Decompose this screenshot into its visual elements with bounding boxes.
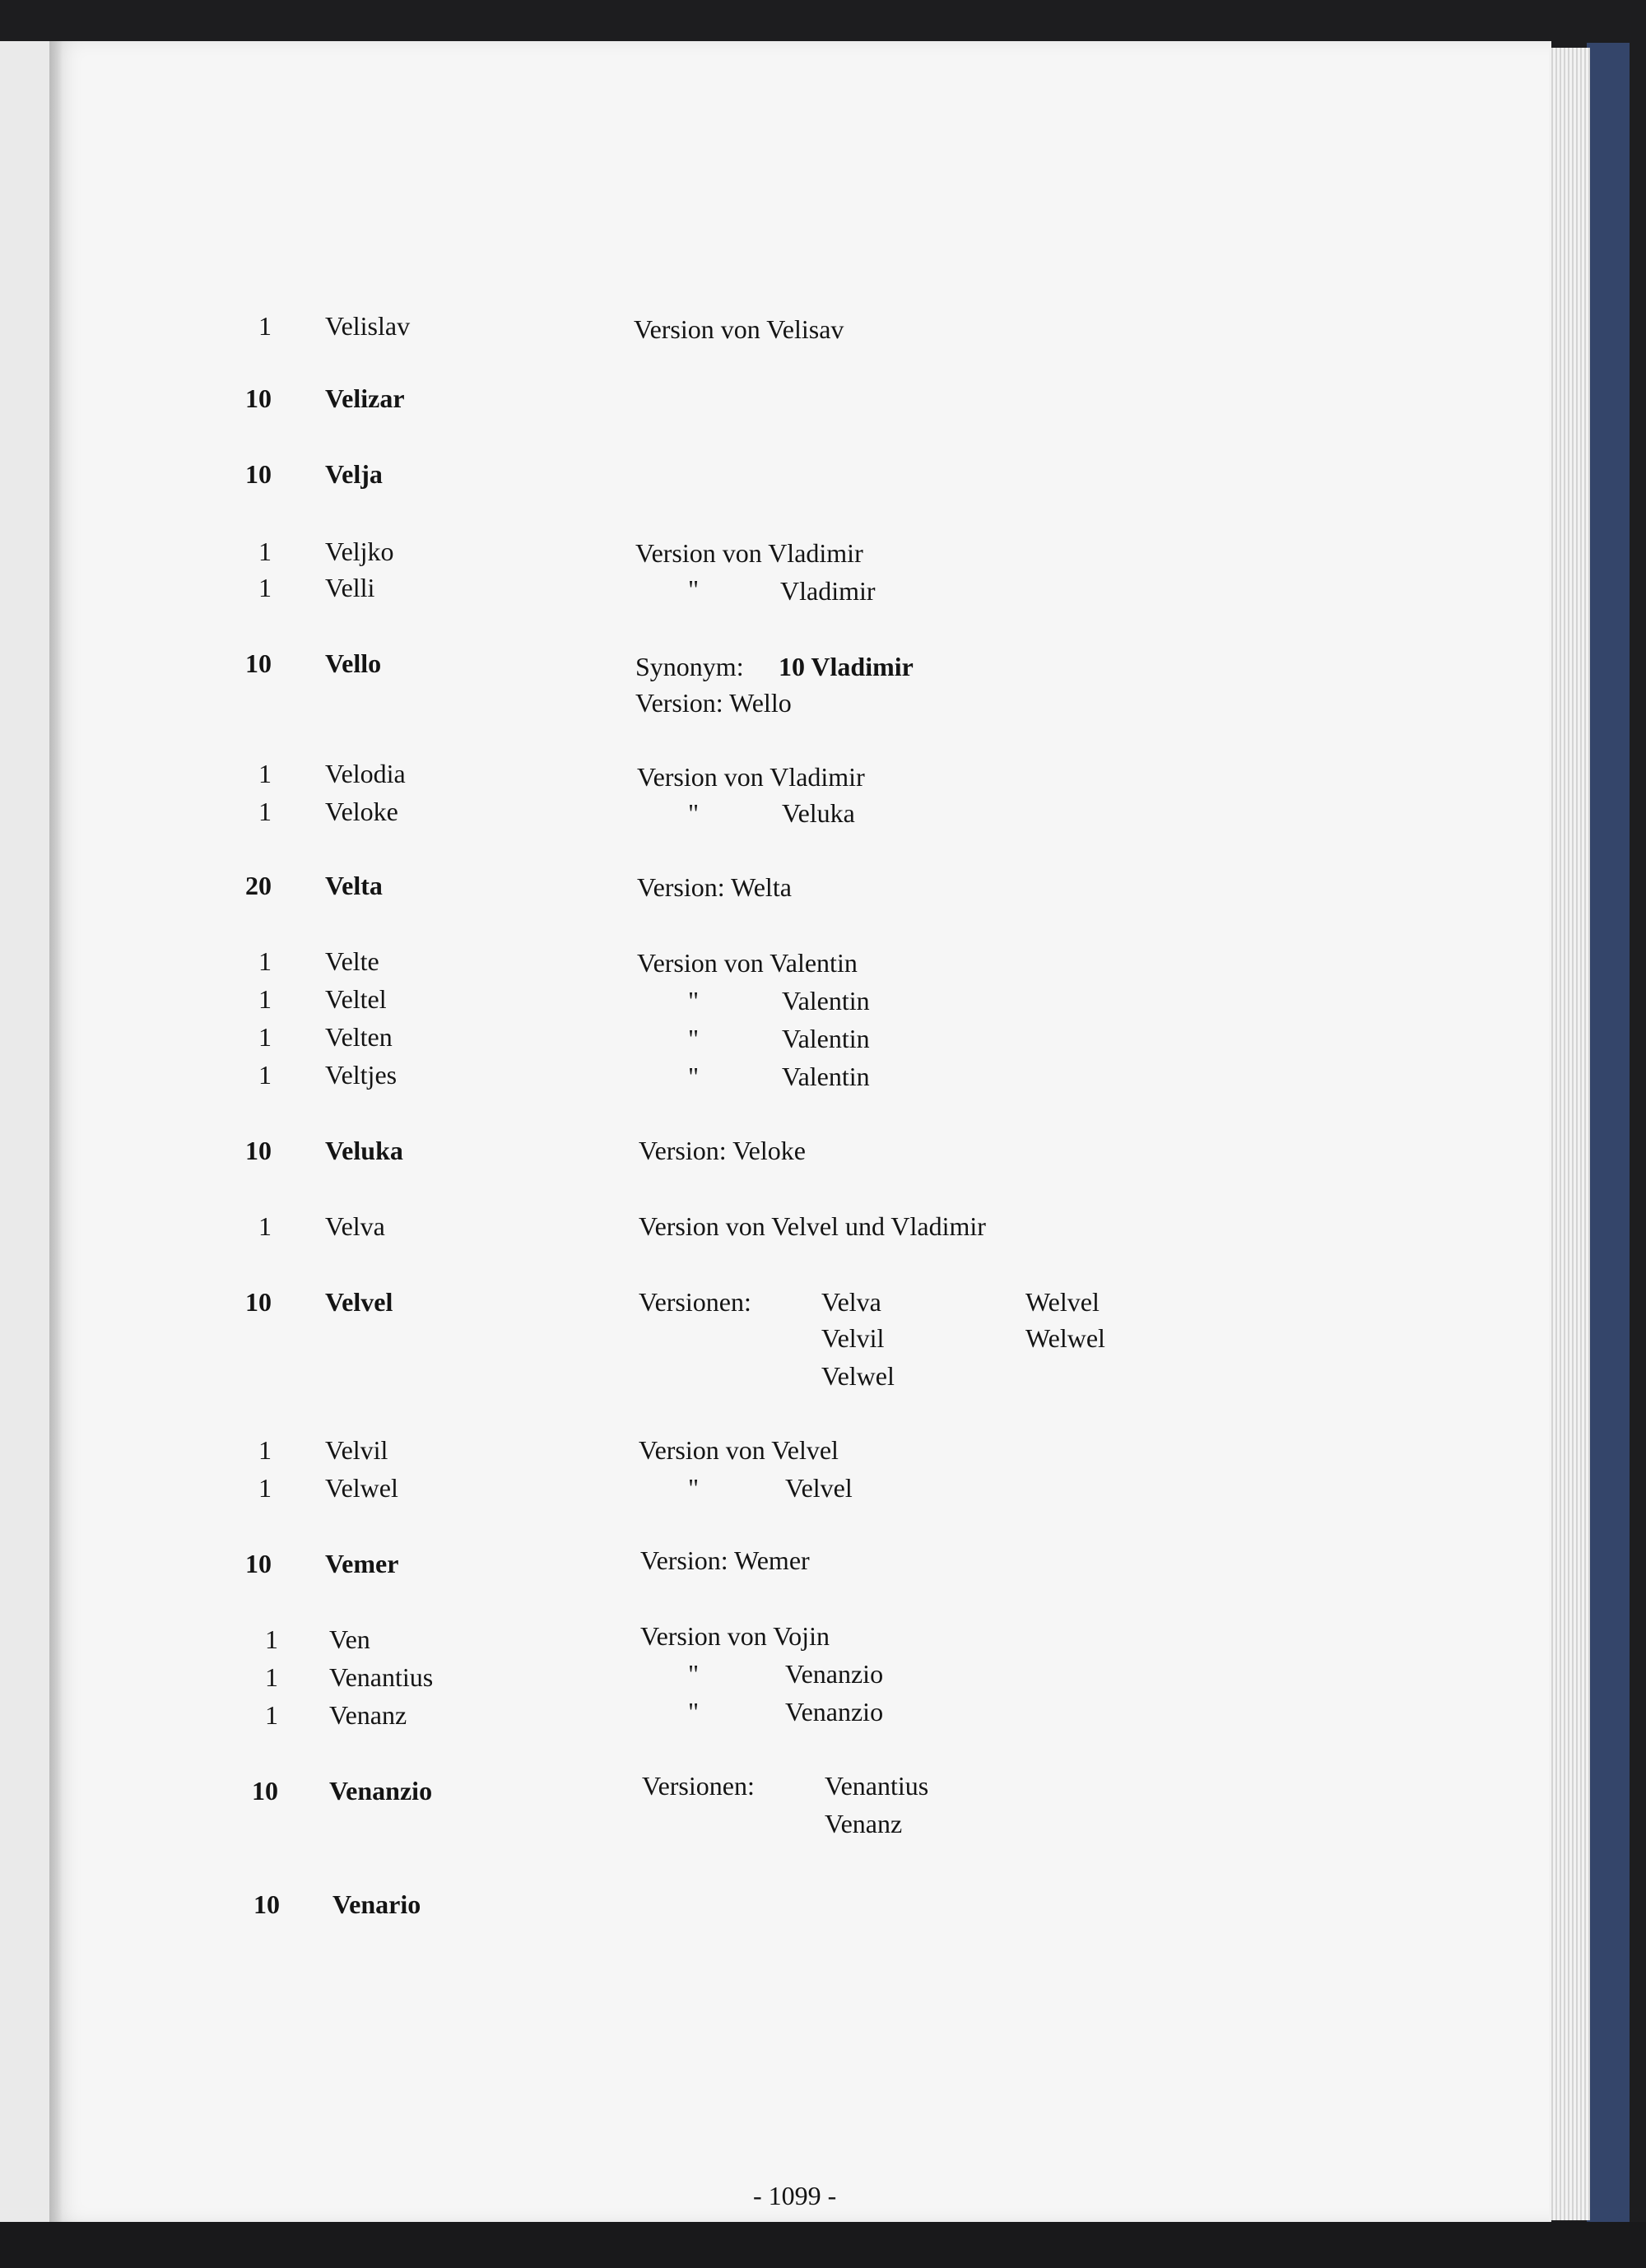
entry-note-target: Valentin bbox=[782, 986, 870, 1015]
entry-note: Synonym: bbox=[635, 652, 744, 681]
entry-note: Version von Velvel und Vladimir bbox=[639, 1211, 986, 1241]
entry-count: 1 bbox=[258, 984, 272, 1014]
entry-name: Venanzio bbox=[329, 1776, 433, 1806]
version-item: Welvel bbox=[1025, 1287, 1100, 1317]
entry-note-target: Veluka bbox=[782, 798, 855, 828]
entry-name: Venanz bbox=[329, 1700, 407, 1730]
entry-note-extra: Version: Wello bbox=[635, 688, 792, 718]
version-item: Velva bbox=[821, 1287, 881, 1317]
ditto-mark: " bbox=[688, 986, 700, 1015]
ditto-mark: " bbox=[688, 574, 700, 604]
entry-count: 10 bbox=[245, 1136, 272, 1165]
entry-name: Velvel bbox=[325, 1287, 393, 1317]
entry-name: Ven bbox=[329, 1624, 370, 1654]
entry-note: Version von Velvel bbox=[639, 1435, 839, 1465]
entry-count: 1 bbox=[265, 1662, 278, 1692]
entry-name: Venantius bbox=[329, 1662, 434, 1692]
ditto-mark: " bbox=[688, 1062, 700, 1091]
version-item: Venantius bbox=[825, 1771, 929, 1801]
entry-note: Version: Welta bbox=[637, 872, 792, 902]
entry-count: 10 bbox=[245, 459, 272, 489]
entry-count: 1 bbox=[258, 1435, 272, 1465]
entry-note-target: Valentin bbox=[782, 1062, 870, 1091]
entry-note-target: Valentin bbox=[782, 1024, 870, 1053]
entry-count: 1 bbox=[258, 1022, 272, 1052]
page-gutter bbox=[49, 41, 63, 2222]
entry-note: Version: Wemer bbox=[640, 1545, 810, 1575]
entry-name: Velte bbox=[325, 946, 379, 976]
entry-name: Velizar bbox=[325, 383, 405, 413]
entry-name: Velislav bbox=[325, 311, 411, 341]
entry-name: Vemer bbox=[325, 1549, 399, 1578]
entry-count: 10 bbox=[245, 648, 272, 678]
entry-count: 1 bbox=[258, 573, 272, 602]
entry-name: Veljko bbox=[325, 537, 394, 566]
entry-note-target: Velvel bbox=[785, 1473, 853, 1503]
entry-count: 1 bbox=[258, 759, 272, 788]
entry-note-target: Venanzio bbox=[785, 1697, 884, 1727]
entry-note: Version von Velisav bbox=[634, 314, 844, 344]
entry-note-target: 10 Vladimir bbox=[779, 652, 914, 681]
book-bottom-edge bbox=[0, 2222, 1646, 2268]
entry-note: Version von Vladimir bbox=[637, 762, 865, 792]
entry-name: Velva bbox=[325, 1211, 385, 1241]
entry-count: 1 bbox=[258, 537, 272, 566]
entry-note: Version: Veloke bbox=[639, 1136, 806, 1165]
entry-name: Velten bbox=[325, 1022, 393, 1052]
entry-name: Veluka bbox=[325, 1136, 403, 1165]
entry-name: Veltjes bbox=[325, 1060, 398, 1090]
ditto-mark: " bbox=[688, 1024, 700, 1053]
entry-name: Veloke bbox=[325, 797, 398, 826]
ditto-mark: " bbox=[688, 1473, 700, 1503]
entry-count: 1 bbox=[258, 311, 272, 341]
entry-name: Veltel bbox=[325, 984, 387, 1014]
entry-count: 1 bbox=[258, 797, 272, 826]
entry-count: 1 bbox=[258, 1060, 272, 1090]
entry-name: Velli bbox=[325, 573, 375, 602]
entry-name: Velodia bbox=[325, 759, 406, 788]
book-cover-edge bbox=[1587, 43, 1630, 2224]
ditto-mark: " bbox=[688, 1697, 700, 1727]
page-number: - 1099 - bbox=[753, 2181, 837, 2210]
entry-count: 10 bbox=[245, 1287, 272, 1317]
entry-name: Velta bbox=[325, 871, 383, 900]
ditto-mark: " bbox=[688, 798, 700, 828]
entry-note: Versionen: bbox=[639, 1287, 751, 1317]
version-item: Velwel bbox=[821, 1361, 895, 1391]
previous-page-edge bbox=[0, 41, 49, 2230]
ditto-mark: " bbox=[688, 1659, 700, 1689]
entry-name: Velwel bbox=[325, 1473, 398, 1503]
entry-name: Velvil bbox=[325, 1435, 388, 1465]
entry-count: 20 bbox=[245, 871, 272, 900]
entry-note: Versionen: bbox=[642, 1771, 755, 1801]
entry-count: 1 bbox=[258, 1473, 272, 1503]
entry-count: 10 bbox=[253, 1889, 280, 1919]
version-item: Welwel bbox=[1025, 1323, 1105, 1353]
entry-count: 10 bbox=[252, 1776, 278, 1806]
entry-note: Version von Valentin bbox=[637, 948, 858, 978]
version-item: Velvil bbox=[821, 1323, 885, 1353]
entry-note: Version von Vojin bbox=[640, 1621, 830, 1651]
version-item: Venanz bbox=[825, 1809, 903, 1838]
entry-name: Velja bbox=[325, 459, 383, 489]
entry-name: Vello bbox=[325, 648, 382, 678]
entry-note: Version von Vladimir bbox=[635, 538, 863, 568]
entry-note-target: Venanzio bbox=[785, 1659, 884, 1689]
entry-count: 1 bbox=[258, 1211, 272, 1241]
page-edges bbox=[1549, 48, 1590, 2220]
entry-count: 1 bbox=[265, 1700, 278, 1730]
entry-note-target: Vladimir bbox=[780, 576, 876, 606]
entry-name: Venario bbox=[332, 1889, 421, 1919]
entry-count: 1 bbox=[258, 946, 272, 976]
entry-count: 1 bbox=[265, 1624, 278, 1654]
entry-count: 10 bbox=[245, 1549, 272, 1578]
entry-count: 10 bbox=[245, 383, 272, 413]
